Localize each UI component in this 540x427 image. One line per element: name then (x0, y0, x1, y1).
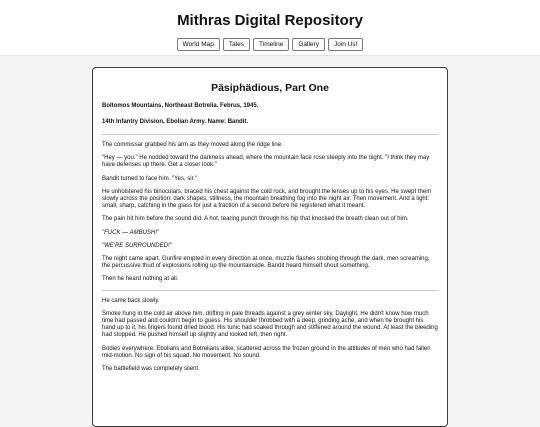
nav-gallery-button[interactable]: Gallery (292, 38, 325, 51)
nav-tales-button[interactable]: Tales (223, 38, 250, 51)
story-paragraph: The pain hit him before the sound did. A hot, tearing punch through his hip that knocked the breath clean out of him. (102, 216, 409, 223)
story-paragraph: "FUCK — AMBUSH!" (102, 229, 160, 236)
story-unit: 14th Infantry Division, Ebolian Army. Name: Bandit. (102, 119, 249, 125)
story-paragraph: The battlefield was completely silent. (102, 366, 200, 373)
site-title: Mithras Digital Repository (177, 12, 363, 29)
story-paragraph: Bodies everywhere. Ebolians and Botrelians alike, scattered across the frozen ground in the attitudes of men who had fallen mid-motion. No sign of his squad. No movement. No sound. (102, 345, 431, 359)
story-paragraph: "WE'RE SURROUNDED!" (102, 242, 172, 249)
story-paragraph: The night came apart. Gunfire erupted in every direction at once, muzzle flashes strobing through the dark, men screaming, the percussive thud of explosions rolling up the mountainside. Bandit heard himself shout something. (102, 256, 430, 270)
site-header (0, 0, 540, 56)
story-paragraph: The commissar grabbed his arm as they moved along the ridge line. (102, 142, 283, 148)
main-nav (0, 38, 540, 51)
nav-timeline-button[interactable]: Timeline (253, 38, 289, 51)
story-paragraph: Then he heard nothing at all. (102, 276, 179, 283)
story-paragraph: He unholstered his binoculars, braced his chest against the cold rock, and brought the lenses up to his eyes. He swept them slowly across the position: dark shapes, stillness, the mountain breathing fog into the night air. Then movement. And a light: small, sharp, catching in the glass for just a fraction of a second before he registered what it meant. (102, 188, 432, 210)
story-paragraph: "Hey — you." He nodded toward the darkness ahead, where the mountain face rose steeply into the night. "I think they may have defenses up there. Get a closer look." (102, 155, 430, 169)
story-location: Boltomos Mountains, Northeast Botrelia. Februs, 1945. (102, 103, 259, 109)
nav-join-us-button[interactable]: Join Us! (328, 38, 363, 51)
section-divider (102, 134, 438, 135)
section-divider (102, 290, 438, 291)
story-title: Päsiphädious, Part One (211, 82, 329, 94)
nav-world-map-button[interactable]: World Map (177, 38, 220, 51)
story-card (92, 67, 448, 427)
story-paragraph: Bandit turned to face him. "Yes, sir." (102, 175, 198, 182)
story-paragraph: Smoke hung in the cold air above him, drifting in pale threads against a grey winter sky. Daylight. He didn't know how much time had passed and couldn't begin to guess. His shoulder throbbed with a deep, grinding ache, and when he brought his hand up to it, his fingers found dried blood. His tunic had soaked through and stiffened around the wound. At least the bleeding had stopped. He pushed himself up slightly and looked left, then right. (102, 310, 438, 339)
story-paragraph: He came back slowly. (102, 297, 160, 304)
